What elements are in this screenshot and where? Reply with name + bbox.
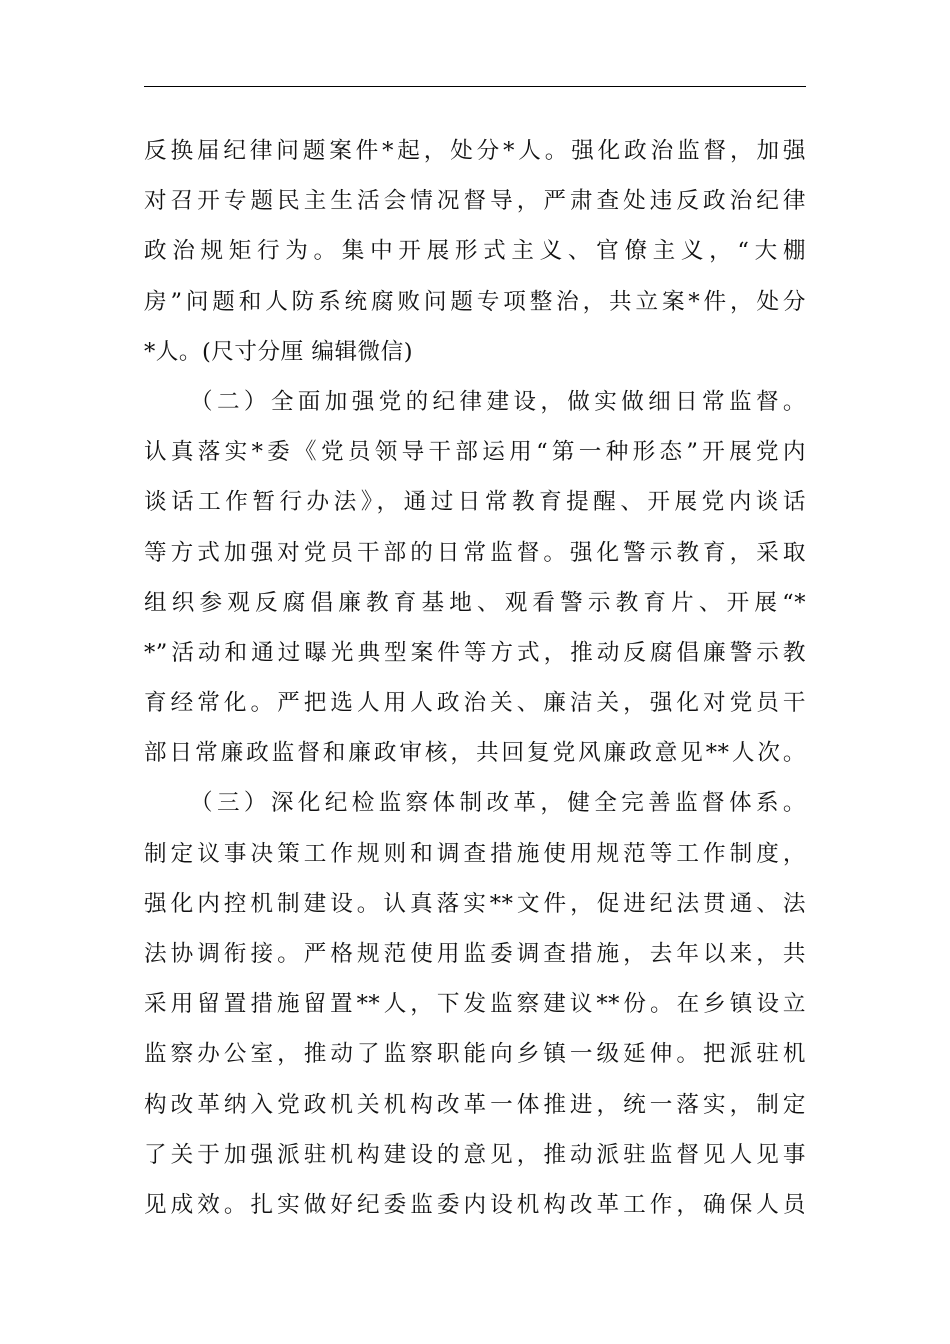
text-line: 监察办公室，推动了监察职能向乡镇一级延伸。把派驻机 bbox=[144, 1041, 806, 1068]
text-line: 政治规矩行为。集中开展形式主义、官僚主义，“大棚 bbox=[144, 238, 806, 265]
text-line: 了关于加强派驻机构建设的意见，推动派驻监督见人见事 bbox=[144, 1141, 806, 1168]
text-line: *人。(尺寸分厘 编辑微信) bbox=[144, 338, 414, 365]
text-line: 育经常化。严把选人用人政治关、廉洁关，强化对党员干 bbox=[144, 690, 806, 717]
section-heading: （三）深化纪检监察体制改革，健全完善监督体系。 bbox=[190, 790, 806, 817]
text-line: 采用留置措施留置**人，下发监察建议**份。在乡镇设立 bbox=[144, 991, 806, 1018]
text-line: 组织参观反腐倡廉教育基地、观看警示教育片、开展“* bbox=[144, 589, 806, 616]
text-line: 构改革纳入党政机关机构改革一体推进，统一落实，制定 bbox=[144, 1091, 806, 1118]
text-line: 认真落实*委《党员领导干部运用“第一种形态”开展党内 bbox=[144, 439, 806, 466]
text-line: 对召开专题民主生活会情况督导，严肃查处违反政治纪律 bbox=[144, 188, 806, 215]
text-line: 法协调衔接。严格规范使用监委调查措施，去年以来，共 bbox=[144, 941, 806, 967]
text-line: 部日常廉政监督和廉政审核，共回复党风廉政意见**人次。 bbox=[144, 740, 806, 767]
text-line: 制定议事决策工作规则和调查措施使用规范等工作制度， bbox=[144, 840, 806, 867]
text-line: *”活动和通过曝光典型案件等方式，推动反腐倡廉警示教 bbox=[144, 639, 806, 666]
text-line: 等方式加强对党员干部的日常监督。强化警示教育，采取 bbox=[144, 539, 806, 566]
section-heading: （二）全面加强党的纪律建设，做实做细日常监督。 bbox=[190, 388, 806, 415]
document-body bbox=[144, 126, 806, 1230]
text-line: 强化内控机制建设。认真落实**文件，促进纪法贯通、法 bbox=[144, 890, 806, 917]
header-rule bbox=[144, 86, 806, 87]
text-line: 房”问题和人防系统腐败问题专项整治，共立案*件，处分 bbox=[144, 288, 806, 315]
text-line: 谈话工作暂行办法》，通过日常教育提醒、开展党内谈话 bbox=[144, 489, 806, 516]
text-line: 见成效。扎实做好纪委监委内设机构改革工作，确保人员 bbox=[144, 1191, 806, 1218]
text-line: 反换届纪律问题案件*起，处分*人。强化政治监督，加强 bbox=[144, 138, 806, 164]
